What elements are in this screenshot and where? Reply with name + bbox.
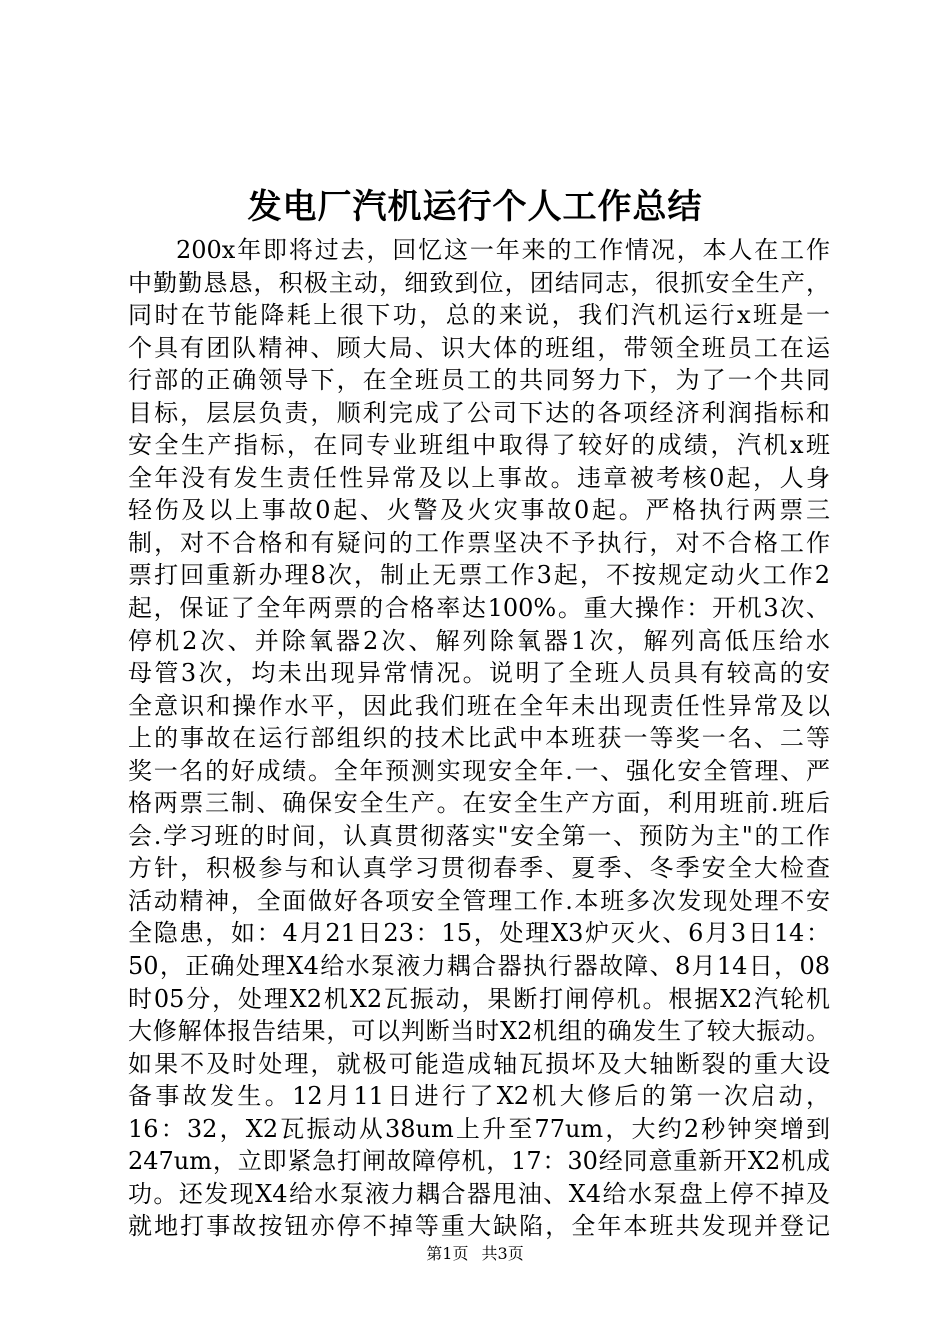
body-line: 就地打事故按钮亦停不掉等重大缺陷，全年本班共发现并登记 bbox=[128, 1212, 830, 1241]
page-footer bbox=[0, 1244, 950, 1264]
body-line: 功。还发现X4给水泵液力耦合器甩油、X4给水泵盘上停不掉及 bbox=[128, 1179, 830, 1208]
body-line: 票打回重新办理8次，制止无票工作3起，不按规定动火工作2 bbox=[128, 561, 830, 590]
body-line: 轻伤及以上事故0起、火警及火灾事故0起。严格执行两票三 bbox=[128, 496, 830, 525]
page-number: 第1页 bbox=[426, 1244, 469, 1263]
body-line: 行部的正确领导下，在全班员工的共同努力下，为了一个共同 bbox=[128, 366, 830, 395]
body-line: 如果不及时处理，就极可能造成轴瓦损坏及大轴断裂的重大设 bbox=[128, 1049, 830, 1078]
body-line: 母管3次，均未出现异常情况。说明了全班人员具有较高的安 bbox=[128, 659, 830, 688]
body-line: 时05分，处理X2机X2瓦振动，果断打闸停机。根据X2汽轮机 bbox=[128, 984, 830, 1013]
body-line: 目标，层层负责，顺利完成了公司下达的各项经济利润指标和 bbox=[128, 398, 830, 427]
body-line: 个具有团队精神、顾大局、识大体的班组，带领全班员工在运 bbox=[128, 333, 830, 362]
body-line: 同时在节能降耗上很下功，总的来说，我们汽机运行x班是一 bbox=[128, 301, 830, 330]
body-line: 全年没有发生责任性异常及以上事故。违章被考核0起，人身 bbox=[128, 463, 830, 492]
document-body bbox=[128, 234, 830, 1243]
body-line: 16：32，X2瓦振动从38um上升至77um，大约2秒钟突增到 bbox=[128, 1114, 830, 1143]
body-line: 制，对不合格和有疑问的工作票坚决不予执行，对不合格工作 bbox=[128, 528, 830, 557]
page-total: 共3页 bbox=[481, 1244, 524, 1263]
document-title: 发电厂汽机运行个人工作总结 bbox=[247, 187, 703, 227]
body-line: 停机2次、并除氧器2次、解列除氧器1次，解列高低压给水 bbox=[128, 626, 830, 655]
body-line: 备事故发生。12月11日进行了X2机大修后的第一次启动， bbox=[128, 1082, 830, 1111]
body-line: 中勤勤恳恳，积极主动，细致到位，团结同志，很抓安全生产， bbox=[128, 268, 830, 297]
body-line: 大修解体报告结果，可以判断当时X2机组的确发生了较大振动。 bbox=[128, 1017, 830, 1046]
body-line: 方针，积极参与和认真学习贯彻春季、夏季、冬季安全大检查 bbox=[128, 854, 830, 883]
body-line: 起，保证了全年两票的合格率达100%。重大操作：开机3次、 bbox=[128, 594, 830, 623]
body-line: 格两票三制、确保安全生产。在安全生产方面，利用班前.班后 bbox=[128, 789, 830, 818]
body-line: 奖一名的好成绩。全年预测实现安全年.一、强化安全管理、严 bbox=[128, 756, 830, 785]
body-line: 会.学习班的时间，认真贯彻落实"安全第一、预防为主"的工作 bbox=[128, 821, 830, 850]
body-line: 活动精神，全面做好各项安全管理工作.本班多次发现处理不安 bbox=[128, 886, 830, 915]
body-line: 上的事故在运行部组织的技术比武中本班获一等奖一名、二等 bbox=[128, 724, 830, 753]
body-line: 全隐患，如：4月21日23：15，处理X3炉灭火、6月3日14： bbox=[128, 919, 830, 948]
body-line: 安全生产指标，在同专业班组中取得了较好的成绩，汽机x班 bbox=[128, 431, 830, 460]
body-line: 247um，立即紧急打闸故障停机，17：30经同意重新开X2机成 bbox=[128, 1147, 830, 1176]
body-line: 50，正确处理X4给水泵液力耦合器执行器故障、8月14日，08 bbox=[128, 952, 830, 981]
body-line: 200x年即将过去，回忆这一年来的工作情况，本人在工作 bbox=[176, 236, 830, 264]
body-line: 全意识和操作水平，因此我们班在全年未出现责任性异常及以 bbox=[128, 691, 830, 720]
